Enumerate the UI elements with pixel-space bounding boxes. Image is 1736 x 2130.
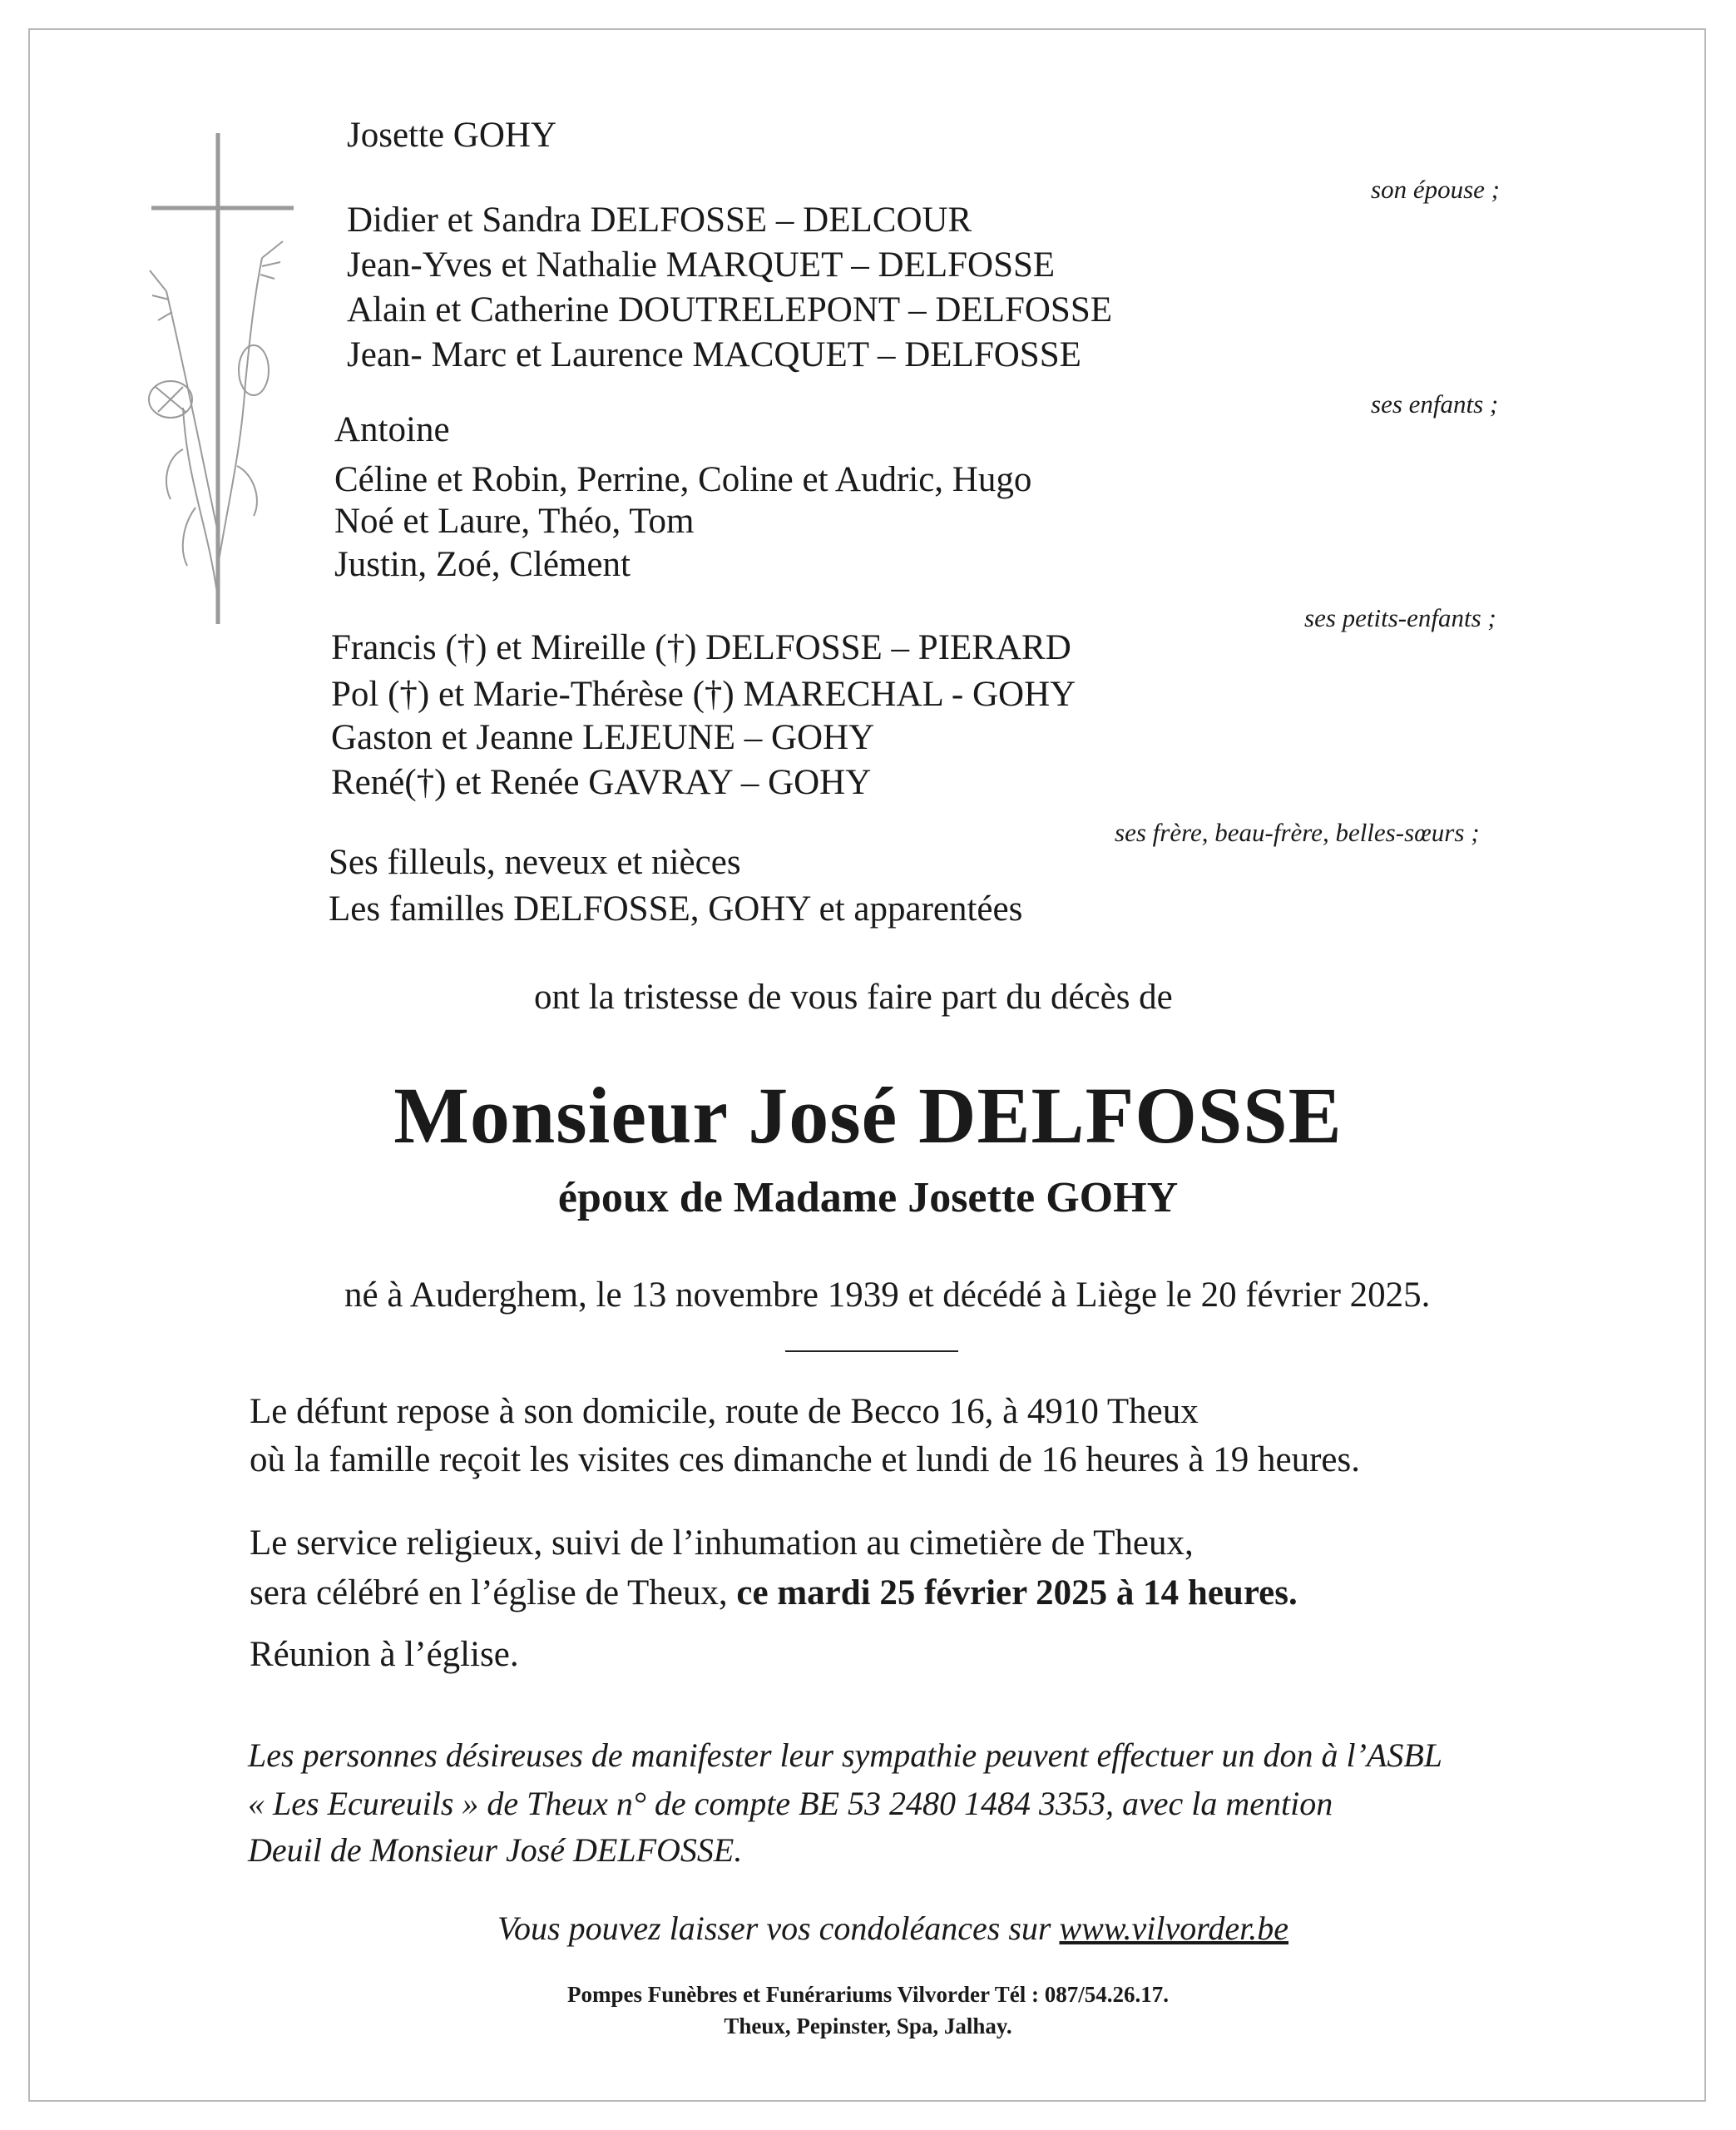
children-role: ses enfants ; xyxy=(1371,389,1499,419)
sibling-line: Francis (†) et Mireille (†) DELFOSSE – PIERARD xyxy=(331,628,1071,667)
announcement: ont la tristesse de vous faire part du décès de xyxy=(534,978,1173,1017)
children-line: Jean-Yves et Nathalie MARQUET – DELFOSSE xyxy=(347,245,1056,285)
service-date: ce mardi 25 février 2025 à 14 heures. xyxy=(736,1573,1298,1612)
grandchildren-line: Céline et Robin, Perrine, Coline et Audric, Hugo xyxy=(334,460,1032,499)
grandchildren-role: ses petits-enfants ; xyxy=(1304,603,1496,632)
separator-line xyxy=(785,1350,958,1352)
sibling-line: Gaston et Jeanne LEJEUNE – GOHY xyxy=(331,718,875,757)
wife-role: son épouse ; xyxy=(1371,175,1500,204)
service-line xyxy=(250,1571,1298,1616)
siblings-role: ses frère, beau-frère, belles-sœurs ; xyxy=(1115,818,1480,847)
visits-line: où la famille reçoit les visites ces dimanche et lundi de 16 heures à 19 heures. xyxy=(250,1440,1360,1479)
cross-icon xyxy=(137,133,354,632)
service-line: Le service religieux, suivi de l’inhumation au cimetière de Theux, xyxy=(250,1523,1194,1563)
funeral-home: Pompes Funèbres et Funérariums Vilvorder Tél : 087/54.26.17. xyxy=(567,1982,1169,2007)
visits-line: Le défunt repose à son domicile, route de Becco 16, à 4910 Theux xyxy=(250,1392,1199,1431)
grandchildren-line: Noé et Laure, Théo, Tom xyxy=(334,502,695,541)
sibling-line: René(†) et Renée GAVRAY – GOHY xyxy=(331,763,872,802)
others-line: Les familles DELFOSSE, GOHY et apparentées xyxy=(329,889,1023,929)
children-line: Jean- Marc et Laurence MACQUET – DELFOSSE xyxy=(347,335,1081,374)
condolences xyxy=(497,1905,1288,1952)
website-link[interactable]: www.vilvorder.be xyxy=(1059,1910,1288,1947)
children-line: Didier et Sandra DELFOSSE – DELCOUR xyxy=(347,201,972,240)
deceased-name: Monsieur José DELFOSSE xyxy=(393,1071,1343,1160)
deceased-spouse: époux de Madame Josette GOHY xyxy=(557,1174,1179,1221)
children-line: Alain et Catherine DOUTRELEPONT – DELFOSSE xyxy=(347,290,1113,329)
meeting: Réunion à l’église. xyxy=(250,1635,519,1674)
donation-line: « Les Ecureuils » de Theux n° de compte BE 53 2480 1484 3353, avec la mention xyxy=(248,1785,1333,1822)
sibling-line: Pol (†) et Marie-Thérèse (†) MARECHAL - GOHY xyxy=(331,675,1076,714)
condolences-text: Vous pouvez laisser vos condoléances sur xyxy=(497,1910,1060,1947)
wife-name: Josette GOHY xyxy=(347,116,556,155)
donation-line: Deuil de Monsieur José DELFOSSE. xyxy=(248,1831,743,1869)
donation-line: Les personnes désireuses de manifester leur sympathie peuvent effectuer un don à l’ASBL xyxy=(248,1736,1443,1774)
birth-death: né à Auderghem, le 13 novembre 1939 et décédé à Liège le 20 février 2025. xyxy=(344,1276,1431,1315)
grandchildren-line: Antoine xyxy=(334,410,450,449)
service-text: sera célébré en l’église de Theux, xyxy=(250,1573,737,1612)
funeral-home-locations: Theux, Pepinster, Spa, Jalhay. xyxy=(724,2014,1012,2038)
grandchildren-line: Justin, Zoé, Clément xyxy=(334,545,631,584)
others-line: Ses filleuls, neveux et nièces xyxy=(329,843,741,882)
